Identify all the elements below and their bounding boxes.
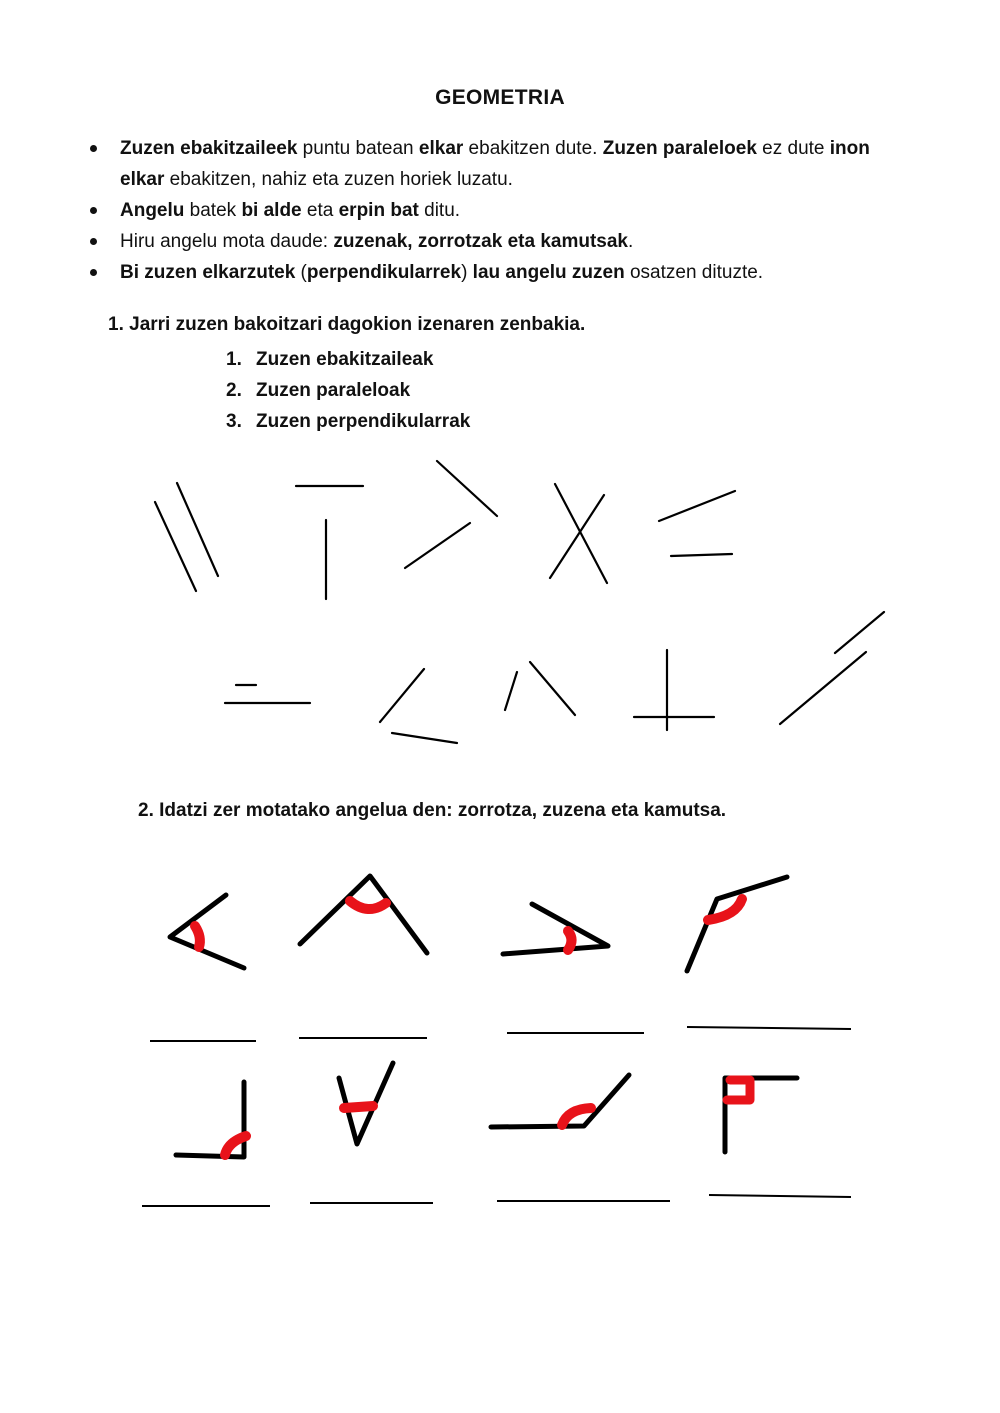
exercise-1-heading: 1. Jarri zuzen bakoitzari dagokion izenaren zenbakia. <box>108 314 586 335</box>
angle-figure-6 <box>339 1063 393 1144</box>
text-run: Hiru angelu mota daude: <box>120 231 334 252</box>
angle-figure-4 <box>687 877 787 971</box>
text-run: ebakitzen, nahiz eta zuzen horiek luzatu. <box>164 169 513 190</box>
bold-term: elkar <box>418 138 464 159</box>
text-run: . <box>628 231 634 252</box>
bold-term: lau angelu zuzen <box>472 262 625 283</box>
option-number: 2. <box>226 380 242 401</box>
bold-term: erpin bat <box>338 200 419 221</box>
text-run: ez dute <box>756 138 830 159</box>
answer-lines <box>142 1027 851 1206</box>
option-label: Zuzen paraleloak <box>256 380 411 401</box>
bold-term: zuzenak, zorrotzak eta kamutsak <box>333 231 628 252</box>
text-run: ) <box>461 262 473 283</box>
angle-figure-8 <box>725 1078 797 1152</box>
text-run: ebakitzen dute. <box>463 138 603 159</box>
angle-figure-7 <box>491 1075 629 1127</box>
bold-term: Zuzen ebakitzaileek <box>120 138 298 159</box>
text-run: osatzen dituzte. <box>624 262 764 283</box>
angle-figure-2 <box>300 876 427 953</box>
bold-term: bi alde <box>241 200 302 221</box>
text-run: batek <box>184 200 242 221</box>
option-number: 3. <box>226 411 242 432</box>
text-run: ditu. <box>418 200 461 221</box>
text-run: puntu batean <box>297 138 419 159</box>
option-number: 1. <box>226 349 242 370</box>
option-label: Zuzen perpendikularrak <box>256 411 471 432</box>
option-label: Zuzen ebakitzaileak <box>256 349 434 370</box>
bold-term: inon elkar <box>120 138 870 190</box>
angle-figure-5 <box>176 1082 246 1157</box>
answer-line-8[interactable] <box>709 1195 851 1197</box>
text-run: ( <box>295 262 307 283</box>
bold-term: perpendikularrek <box>306 262 462 283</box>
page-title: GEOMETRIA <box>435 86 565 109</box>
bold-term: Zuzen paraleloek <box>602 138 757 159</box>
angle-figure-1 <box>170 895 244 968</box>
angle-figure-3 <box>503 904 608 954</box>
answer-line-4[interactable] <box>687 1027 851 1029</box>
exercise-2-heading: 2. Idatzi zer motatako angelua den: zorrotza, zuzena eta kamutsa. <box>138 800 727 821</box>
bold-term: Angelu <box>120 200 185 221</box>
text-run: eta <box>301 200 339 221</box>
bold-term: Bi zuzen elkarzutek <box>120 262 296 283</box>
